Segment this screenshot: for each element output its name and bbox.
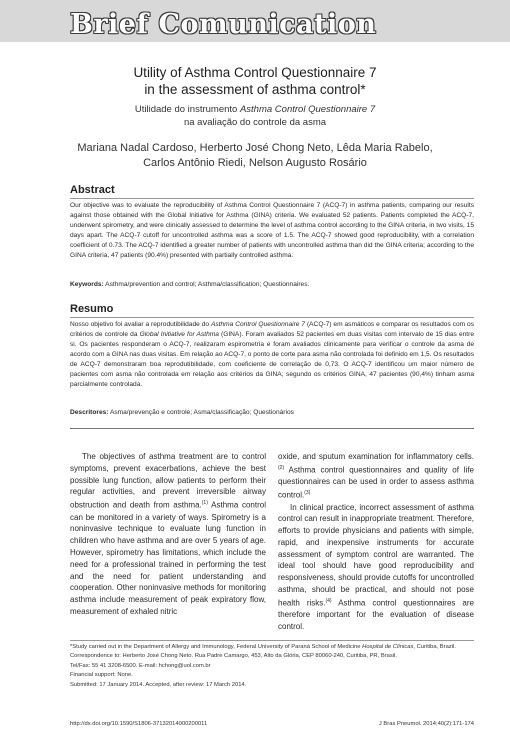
resumo-text [70, 320, 474, 390]
body-text: Asthma control questionnaires are therefore important for the evaluation of disease control. [278, 598, 474, 632]
keywords-list: Asthma/prevention and control; Asthma/classification; Questionnaires. [103, 281, 310, 288]
footnotes [70, 643, 474, 690]
pt-title-line-2: na avaliação do controle da asma [183, 117, 327, 128]
body-text: The objectives of asthma treatment are to control symptoms, prevent exacerbations, achieve the best possible lung function, allow patients to perform their regular activities, and prevent irreversible airway obstruction and death from asthma. [70, 452, 266, 510]
resumo-italic-2: Global Initiative for Asthma [139, 331, 219, 338]
body-text: In clinical practice, incorrect assessment of asthma control can result in inappropriate treatment. Therefore, efforts to provide physicians and patients with simple, rapid, and inexpensive instruments for accurate assessment of symptom control are warranted. The ideal tool should have good reproducibility and responsiveness, should provide cutoffs for uncontrolled asthma, should be practical, and should not pose health risks. [278, 502, 474, 608]
body-right-column [278, 451, 474, 633]
body-divider [70, 428, 474, 429]
authors-line-2: Carlos Antônio Riedi, Nelson Augusto Rosário [143, 157, 367, 169]
resumo-divider [70, 317, 474, 318]
citation: (3) [304, 490, 311, 497]
descritores-list: Asma/prevenção e controle; Asma/classificação; Questionários [108, 409, 294, 416]
banner-title: Brief Comunication [70, 9, 377, 40]
body-text: Asthma control can be monitored in a variety of ways. Spirometry is a noninvasive technique to evaluate lung function in children who have asthma and are over 5 years of age. However, spirometry has limitations, which include the need for a professional trained in performing the test and the need for patient understanding and cooperation. Other noninvasive methods for monitoring asthma include measurement of peak expiratory flow, measurement of exhaled nitric [70, 500, 266, 617]
article-title [60, 64, 450, 98]
footnote-italic: Hospital de Clínicas [362, 644, 414, 650]
resumo-part-2: (ACQ-7) em asmáticos e comparar os resultados com os critérios de controle da [70, 321, 474, 338]
footnote-text: , Curitiba, Brazil. [413, 644, 456, 650]
footnote-dates: Submitted: 17 January 2014. Accepted, after review: 17 March 2014. [70, 681, 247, 688]
title-line-1: Utility of Asthma Control Questionnaire 7 [133, 65, 377, 80]
keywords [70, 280, 474, 290]
title-line-2: in the assessment of asthma control* [144, 82, 366, 97]
body-left-column [70, 451, 266, 618]
body-text: Asthma control questionnaires and quality of life questionnaires can be used in order to assess asthma control. [278, 465, 474, 500]
citation: (4) [325, 597, 332, 604]
citation: (2) [278, 464, 285, 471]
footnote-correspondence: Correspondence to: Herberto José Chong Neto. Rua Padre Camargo, 453, Alto da Glória, CEP 80060-240, Curitiba, PR, Brasil. [70, 653, 397, 660]
footnote-divider [70, 640, 474, 641]
footnote-text: *Study carried out in the Department of Allergy and Immunology, Federal University of Paraná School of Medicine [70, 644, 363, 650]
descritores-label: Descritores: [70, 409, 109, 416]
resumo-heading: Resumo [70, 303, 114, 315]
doi-link[interactable]: http://dx.doi.org/10.1590/S1806-37132014000200011 [70, 721, 208, 727]
resumo-part-3: (GINA). Foram avaliados 52 pacientes em duas visitas com intervalo de 15 dias entre si. Os pacientes responderam o ACQ-7, realizaram espirometria e foram avaliados clinicamente para verificar o controle da asma de acordo com a GINA nas duas visitas. Em relação ao ACQ-7, o ponto de corte para asma não controlada foi definido em 1,5. Os resultados de ACQ-7 demonstraram boa reprodutibilidade, com coeficiente de correlação de 0,73. O ACQ-7 identificou um maior número de pacientes com asma não controlada em relação aos critérios da GINA; segundo os critérios GINA, 47 pacientes (90,4%) tinham asma parcialmente controlada. [70, 331, 474, 388]
pt-title-line-1 [60, 103, 450, 116]
body-text: oxide, and sputum examination for inflammatory cells. [278, 452, 474, 461]
pt-title-italic: Asthma Control Questionnaire 7 [239, 104, 376, 115]
descritores [70, 408, 474, 418]
authors [60, 141, 450, 171]
citation: (1) [201, 500, 208, 507]
abstract-divider [70, 198, 474, 199]
authors-line-1: Mariana Nadal Cardoso, Herberto José Chong Neto, Lêda Maria Rabelo, [77, 142, 433, 154]
article-title-portuguese [60, 103, 450, 129]
journal-citation: J Bras Pneumol. 2014;40(2):171-174 [378, 721, 474, 727]
section-banner [0, 0, 510, 42]
footnote-affiliation [70, 643, 474, 652]
resumo-part-1: Nosso objetivo foi avaliar a reprodutibilidade do [70, 321, 211, 328]
abstract-text: Our objective was to evaluate the reproducibility of Asthma Control Questionnaire 7 (ACQ-7) in asthma patients, comparing our results against those obtained with the Global Initiative for Asthma (GINA) criteria. We evaluated 52 patients. Patients completed the ACQ-7, underwent spirometry, and were clinically assessed to determine the level of asthma control according to the GINA criteria, in two visits, 15 days apart. The ACQ-7 cutoff for uncontrolled asthma was a score of 1.5. The ACQ-7 showed good reproducibility, with a correlation coefficient of 0.73. The ACQ-7 identified a greater number of patients with uncontrolled asthma than did the GINA criteria; according to the GINA criteria, 47 patients (90.4%) presented with partially controlled asthma. [70, 202, 474, 259]
keywords-label: Keywords: [70, 281, 104, 288]
pt-title-prefix: Utilidade do instrumento [134, 104, 240, 115]
abstract-heading: Abstract [70, 184, 115, 196]
footnote-funding: Financial support: None. [70, 672, 133, 679]
body-paragraph [278, 451, 474, 502]
body-paragraph [278, 502, 474, 633]
footnote-contact: Tel/Fax: 55 41 3208-6500. E-mail: hchong@uol.com.br [70, 662, 211, 669]
resumo-italic-1: Asthma Control Questionnaire 7 [210, 321, 306, 328]
body-paragraph [70, 451, 266, 618]
